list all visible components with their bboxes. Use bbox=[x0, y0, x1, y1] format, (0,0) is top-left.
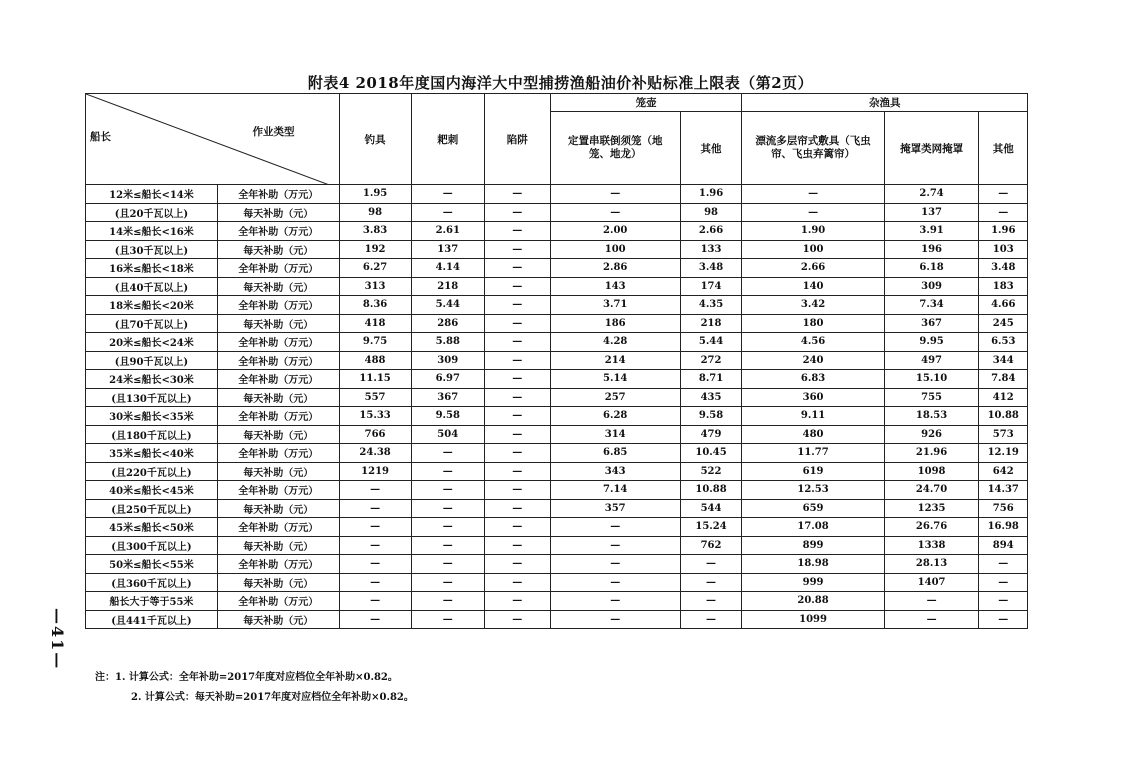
header-long-group: 笼壶 bbox=[550, 94, 742, 112]
table-cell: 7.14 bbox=[550, 481, 680, 500]
table-cell: 1.96 bbox=[979, 222, 1028, 241]
table-cell: 360 bbox=[742, 388, 884, 407]
header-work-type: 作业类型 bbox=[252, 126, 295, 138]
subsidy-type: 全年补助（万元） bbox=[217, 370, 339, 389]
table-cell: 3.83 bbox=[339, 222, 411, 241]
table-cell: 4.35 bbox=[680, 296, 742, 315]
table-cell: — bbox=[339, 610, 411, 629]
table-cell: — bbox=[979, 203, 1028, 222]
table-cell: — bbox=[742, 203, 884, 222]
table-cell: — bbox=[484, 351, 550, 370]
table-cell: 3.48 bbox=[680, 259, 742, 278]
table-cell: — bbox=[339, 573, 411, 592]
table-cell: 20.88 bbox=[742, 592, 884, 611]
subsidy-type: 全年补助（万元） bbox=[217, 185, 339, 204]
subsidy-type: 全年补助（万元） bbox=[217, 351, 339, 370]
table-cell: 2.86 bbox=[550, 259, 680, 278]
table-row bbox=[86, 425, 1028, 444]
table-row bbox=[86, 555, 1028, 574]
table-cell: — bbox=[550, 555, 680, 574]
table-row bbox=[86, 573, 1028, 592]
table-cell: 10.45 bbox=[680, 444, 742, 463]
table-cell: 4.28 bbox=[550, 333, 680, 352]
boat-length-range: 35米≤船长<40米 bbox=[86, 444, 218, 463]
table-row bbox=[86, 240, 1028, 259]
table-cell: — bbox=[339, 536, 411, 555]
subsidy-type: 全年补助（万元） bbox=[217, 444, 339, 463]
table-cell: 755 bbox=[884, 388, 979, 407]
table-cell: 1.96 bbox=[680, 185, 742, 204]
table-cell: 642 bbox=[979, 462, 1028, 481]
subsidy-type: 全年补助（万元） bbox=[217, 259, 339, 278]
boat-length-range: 45米≤船长<50米 bbox=[86, 518, 218, 537]
table-row bbox=[86, 592, 1028, 611]
subsidy-type: 全年补助（万元） bbox=[217, 481, 339, 500]
table-cell: 17.08 bbox=[742, 518, 884, 537]
table-cell: — bbox=[484, 592, 550, 611]
table-cell: 367 bbox=[411, 388, 484, 407]
table-cell: 1338 bbox=[884, 536, 979, 555]
table-cell: — bbox=[680, 573, 742, 592]
table-cell: 573 bbox=[979, 425, 1028, 444]
table-cell: — bbox=[411, 536, 484, 555]
note-2: 2. 计算公式：每天补助=2017年度对应档位全年补助×0.82。 bbox=[131, 692, 414, 703]
boat-length-range: 20米≤船长<24米 bbox=[86, 333, 218, 352]
table-cell: 1.95 bbox=[339, 185, 411, 204]
table-cell: 756 bbox=[979, 499, 1028, 518]
table-cell: — bbox=[484, 444, 550, 463]
header-xian: 陷阱 bbox=[484, 94, 550, 185]
header-zayu-sub1: 漂流多层帘式敷具（飞虫帘、飞虫弃篱帘） bbox=[742, 112, 884, 185]
subsidy-type: 每天补助（元） bbox=[217, 314, 339, 333]
table-cell: — bbox=[979, 573, 1028, 592]
table-cell: 14.37 bbox=[979, 481, 1028, 500]
table-cell: 309 bbox=[411, 351, 484, 370]
table-cell: 894 bbox=[979, 536, 1028, 555]
subsidy-type: 每天补助（元） bbox=[217, 203, 339, 222]
table-cell: 10.88 bbox=[680, 481, 742, 500]
subsidy-type: 全年补助（万元） bbox=[217, 518, 339, 537]
table-cell: 12.19 bbox=[979, 444, 1028, 463]
header-long-sub1: 定置串联倒须笼（地笼、地龙） bbox=[550, 112, 680, 185]
table-cell: — bbox=[979, 592, 1028, 611]
header-long-sub2: 其他 bbox=[680, 112, 742, 185]
table-cell: 174 bbox=[680, 277, 742, 296]
table-row bbox=[86, 444, 1028, 463]
table-cell: 3.42 bbox=[742, 296, 884, 315]
table-cell: 1407 bbox=[884, 573, 979, 592]
table-cell: — bbox=[339, 555, 411, 574]
table-cell: 522 bbox=[680, 462, 742, 481]
table-cell: 3.91 bbox=[884, 222, 979, 241]
table-row bbox=[86, 407, 1028, 426]
table-cell: — bbox=[884, 592, 979, 611]
table-cell: 192 bbox=[339, 240, 411, 259]
table-cell: 4.56 bbox=[742, 333, 884, 352]
table-title: 附表4 2018年度国内海洋大中型捕捞渔船油价补贴标准上限表（第2页） bbox=[307, 74, 814, 92]
table-cell: — bbox=[484, 388, 550, 407]
table-cell: — bbox=[411, 610, 484, 629]
table-cell: 183 bbox=[979, 277, 1028, 296]
table-cell: — bbox=[484, 185, 550, 204]
table-cell: — bbox=[339, 499, 411, 518]
table-cell: 218 bbox=[680, 314, 742, 333]
table-cell: — bbox=[411, 481, 484, 500]
table-cell: — bbox=[550, 573, 680, 592]
table-cell: 103 bbox=[979, 240, 1028, 259]
table-cell: — bbox=[550, 203, 680, 222]
table-cell: — bbox=[484, 333, 550, 352]
table-cell: — bbox=[680, 555, 742, 574]
table-cell: 344 bbox=[979, 351, 1028, 370]
table-row bbox=[86, 370, 1028, 389]
table-cell: 926 bbox=[884, 425, 979, 444]
table-row bbox=[86, 388, 1028, 407]
table-cell: — bbox=[411, 462, 484, 481]
subsidy-type: 每天补助（元） bbox=[217, 388, 339, 407]
subsidy-type: 每天补助（元） bbox=[217, 240, 339, 259]
table-cell: 5.88 bbox=[411, 333, 484, 352]
table-body bbox=[86, 185, 1028, 629]
table-cell: — bbox=[979, 185, 1028, 204]
table-cell: — bbox=[550, 610, 680, 629]
boat-power-range: (且20千瓦以上) bbox=[86, 203, 218, 222]
subsidy-type: 每天补助（元） bbox=[217, 573, 339, 592]
boat-power-range: (且70千瓦以上) bbox=[86, 314, 218, 333]
table-cell: 180 bbox=[742, 314, 884, 333]
boat-power-range: (且130千瓦以上) bbox=[86, 388, 218, 407]
table-row bbox=[86, 499, 1028, 518]
table-cell: — bbox=[979, 610, 1028, 629]
boat-power-range: (且180千瓦以上) bbox=[86, 425, 218, 444]
table-cell: — bbox=[411, 573, 484, 592]
table-cell: — bbox=[411, 555, 484, 574]
subsidy-type: 全年补助（万元） bbox=[217, 222, 339, 241]
table-cell: 257 bbox=[550, 388, 680, 407]
table-cell: — bbox=[550, 518, 680, 537]
table-cell: 504 bbox=[411, 425, 484, 444]
boat-length-range: 16米≤船长<18米 bbox=[86, 259, 218, 278]
header-corner bbox=[86, 94, 340, 185]
table-row bbox=[86, 610, 1028, 629]
table-cell: 240 bbox=[742, 351, 884, 370]
table-cell: 899 bbox=[742, 536, 884, 555]
boat-power-range: (且220千瓦以上) bbox=[86, 462, 218, 481]
subsidy-type: 全年补助（万元） bbox=[217, 555, 339, 574]
boat-length-range: 船长大于等于55米 bbox=[86, 592, 218, 611]
table-cell: — bbox=[884, 610, 979, 629]
boat-length-range: 14米≤船长<16米 bbox=[86, 222, 218, 241]
table-cell: — bbox=[484, 370, 550, 389]
table-cell: 412 bbox=[979, 388, 1028, 407]
table-cell: 16.98 bbox=[979, 518, 1028, 537]
table-cell: 196 bbox=[884, 240, 979, 259]
table-cell: 11.15 bbox=[339, 370, 411, 389]
table-cell: 544 bbox=[680, 499, 742, 518]
table-cell: 313 bbox=[339, 277, 411, 296]
boat-power-range: (且300千瓦以上) bbox=[86, 536, 218, 555]
boat-power-range: (且40千瓦以上) bbox=[86, 277, 218, 296]
table-row bbox=[86, 277, 1028, 296]
boat-power-range: (且30千瓦以上) bbox=[86, 240, 218, 259]
table-cell: — bbox=[411, 518, 484, 537]
boat-power-range: (且441千瓦以上) bbox=[86, 610, 218, 629]
table-cell: 497 bbox=[884, 351, 979, 370]
table-cell: 15.24 bbox=[680, 518, 742, 537]
table-row bbox=[86, 185, 1028, 204]
header-zayu-sub2: 掩罩类网掩罩 bbox=[884, 112, 979, 185]
table-cell: — bbox=[484, 296, 550, 315]
table-cell: — bbox=[680, 610, 742, 629]
table-cell: 4.66 bbox=[979, 296, 1028, 315]
table-row bbox=[86, 462, 1028, 481]
table-cell: 488 bbox=[339, 351, 411, 370]
table-row bbox=[86, 222, 1028, 241]
table-cell: 11.77 bbox=[742, 444, 884, 463]
table-row bbox=[86, 351, 1028, 370]
table-cell: — bbox=[411, 592, 484, 611]
subsidy-type: 全年补助（万元） bbox=[217, 333, 339, 352]
table-cell: — bbox=[484, 277, 550, 296]
table-cell: 6.28 bbox=[550, 407, 680, 426]
header-gou: 钓具 bbox=[339, 94, 411, 185]
table-cell: 1.90 bbox=[742, 222, 884, 241]
table-cell: 480 bbox=[742, 425, 884, 444]
table-cell: 3.71 bbox=[550, 296, 680, 315]
table-cell: 137 bbox=[411, 240, 484, 259]
table-cell: 1098 bbox=[884, 462, 979, 481]
table-cell: — bbox=[484, 536, 550, 555]
table-cell: — bbox=[484, 573, 550, 592]
table-cell: 2.61 bbox=[411, 222, 484, 241]
table-cell: 7.34 bbox=[884, 296, 979, 315]
table-cell: — bbox=[550, 536, 680, 555]
table-cell: 140 bbox=[742, 277, 884, 296]
boat-length-range: 18米≤船长<20米 bbox=[86, 296, 218, 315]
table-cell: 5.44 bbox=[411, 296, 484, 315]
diagonal-line bbox=[86, 94, 332, 185]
table-cell: — bbox=[484, 425, 550, 444]
table-row bbox=[86, 481, 1028, 500]
boat-length-range: 24米≤船长<30米 bbox=[86, 370, 218, 389]
table-cell: 28.13 bbox=[884, 555, 979, 574]
table-cell: 218 bbox=[411, 277, 484, 296]
table-row bbox=[86, 296, 1028, 315]
table-cell: 2.66 bbox=[742, 259, 884, 278]
subsidy-type: 每天补助（元） bbox=[217, 462, 339, 481]
table-cell: — bbox=[484, 518, 550, 537]
table-cell: 435 bbox=[680, 388, 742, 407]
table-cell: 24.38 bbox=[339, 444, 411, 463]
table-cell: — bbox=[411, 499, 484, 518]
table-cell: 762 bbox=[680, 536, 742, 555]
table-cell: — bbox=[411, 185, 484, 204]
subsidy-type: 全年补助（万元） bbox=[217, 296, 339, 315]
table-cell: 418 bbox=[339, 314, 411, 333]
table-cell: 5.44 bbox=[680, 333, 742, 352]
table-cell: — bbox=[411, 444, 484, 463]
table-cell: 8.71 bbox=[680, 370, 742, 389]
table-cell: 214 bbox=[550, 351, 680, 370]
table-cell: 2.74 bbox=[884, 185, 979, 204]
table-cell: — bbox=[484, 555, 550, 574]
table-cell: 137 bbox=[884, 203, 979, 222]
boat-length-range: 40米≤船长<45米 bbox=[86, 481, 218, 500]
table-cell: 1099 bbox=[742, 610, 884, 629]
table-cell: 9.75 bbox=[339, 333, 411, 352]
boat-power-range: (且90千瓦以上) bbox=[86, 351, 218, 370]
table-cell: — bbox=[484, 407, 550, 426]
table-cell: 1235 bbox=[884, 499, 979, 518]
subsidy-type: 每天补助（元） bbox=[217, 610, 339, 629]
table-cell: — bbox=[680, 592, 742, 611]
table-cell: 309 bbox=[884, 277, 979, 296]
table-cell: 10.88 bbox=[979, 407, 1028, 426]
table-cell: 15.33 bbox=[339, 407, 411, 426]
table-cell: 6.83 bbox=[742, 370, 884, 389]
subsidy-table bbox=[85, 93, 1028, 629]
page-number: —41— bbox=[48, 608, 67, 671]
table-cell: 100 bbox=[742, 240, 884, 259]
table-cell: 245 bbox=[979, 314, 1028, 333]
table-cell: 2.00 bbox=[550, 222, 680, 241]
table-cell: — bbox=[339, 518, 411, 537]
table-cell: — bbox=[339, 481, 411, 500]
table-cell: 286 bbox=[411, 314, 484, 333]
table-cell: 272 bbox=[680, 351, 742, 370]
table-cell: 186 bbox=[550, 314, 680, 333]
table-cell: 26.76 bbox=[884, 518, 979, 537]
table-cell: 557 bbox=[339, 388, 411, 407]
table-cell: 619 bbox=[742, 462, 884, 481]
table-cell: — bbox=[411, 203, 484, 222]
subsidy-type: 每天补助（元） bbox=[217, 425, 339, 444]
table-cell: 9.58 bbox=[411, 407, 484, 426]
table-cell: 9.11 bbox=[742, 407, 884, 426]
table-cell: 9.95 bbox=[884, 333, 979, 352]
note-1: 注：1. 计算公式：全年补助=2017年度对应档位全年补助×0.82。 bbox=[95, 672, 398, 683]
subsidy-type: 每天补助（元） bbox=[217, 536, 339, 555]
subsidy-type: 全年补助（万元） bbox=[217, 407, 339, 426]
subsidy-type: 每天补助（元） bbox=[217, 499, 339, 518]
table-row bbox=[86, 333, 1028, 352]
boat-length-range: 12米≤船长<14米 bbox=[86, 185, 218, 204]
boat-length-range: 30米≤船长<35米 bbox=[86, 407, 218, 426]
table-cell: 24.70 bbox=[884, 481, 979, 500]
table-cell: 9.58 bbox=[680, 407, 742, 426]
table-cell: 21.96 bbox=[884, 444, 979, 463]
table-cell: — bbox=[484, 499, 550, 518]
table-cell: 6.27 bbox=[339, 259, 411, 278]
boat-power-range: (且250千瓦以上) bbox=[86, 499, 218, 518]
table-cell: — bbox=[484, 481, 550, 500]
table-cell: 6.18 bbox=[884, 259, 979, 278]
table-cell: 98 bbox=[339, 203, 411, 222]
table-cell: 367 bbox=[884, 314, 979, 333]
table-cell: 6.85 bbox=[550, 444, 680, 463]
table-cell: — bbox=[742, 185, 884, 204]
table-cell: — bbox=[550, 592, 680, 611]
table-row bbox=[86, 259, 1028, 278]
table-cell: 18.98 bbox=[742, 555, 884, 574]
table-cell: 7.84 bbox=[979, 370, 1028, 389]
table-cell: 766 bbox=[339, 425, 411, 444]
table-cell: 133 bbox=[680, 240, 742, 259]
table-cell: 100 bbox=[550, 240, 680, 259]
table-cell: — bbox=[484, 610, 550, 629]
header-boat-length: 船长 bbox=[90, 131, 111, 143]
table-cell: 12.53 bbox=[742, 481, 884, 500]
table-cell: 18.53 bbox=[884, 407, 979, 426]
table-cell: — bbox=[484, 314, 550, 333]
table-cell: — bbox=[484, 222, 550, 241]
table-cell: — bbox=[339, 592, 411, 611]
table-cell: 98 bbox=[680, 203, 742, 222]
boat-power-range: (且360千瓦以上) bbox=[86, 573, 218, 592]
table-cell: 1219 bbox=[339, 462, 411, 481]
header-zayu-sub3: 其他 bbox=[979, 112, 1028, 185]
table-cell: 357 bbox=[550, 499, 680, 518]
table-row bbox=[86, 518, 1028, 537]
table-cell: 659 bbox=[742, 499, 884, 518]
table-row bbox=[86, 314, 1028, 333]
header-ba: 耙刺 bbox=[411, 94, 484, 185]
table-cell: 314 bbox=[550, 425, 680, 444]
table-cell: 15.10 bbox=[884, 370, 979, 389]
table-cell: — bbox=[484, 240, 550, 259]
table-cell: — bbox=[484, 462, 550, 481]
table-cell: 6.53 bbox=[979, 333, 1028, 352]
table-cell: 8.36 bbox=[339, 296, 411, 315]
table-cell: — bbox=[979, 555, 1028, 574]
boat-length-range: 50米≤船长<55米 bbox=[86, 555, 218, 574]
table-cell: 2.66 bbox=[680, 222, 742, 241]
table-cell: 5.14 bbox=[550, 370, 680, 389]
table-cell: 6.97 bbox=[411, 370, 484, 389]
table-cell: 999 bbox=[742, 573, 884, 592]
table-cell: — bbox=[484, 259, 550, 278]
subsidy-type: 全年补助（万元） bbox=[217, 592, 339, 611]
notes bbox=[95, 668, 414, 708]
table-cell: 479 bbox=[680, 425, 742, 444]
table-cell: — bbox=[550, 185, 680, 204]
table-cell: 3.48 bbox=[979, 259, 1028, 278]
table-cell: 343 bbox=[550, 462, 680, 481]
table-cell: 143 bbox=[550, 277, 680, 296]
table-cell: 4.14 bbox=[411, 259, 484, 278]
subsidy-type: 每天补助（元） bbox=[217, 277, 339, 296]
table-cell: — bbox=[484, 203, 550, 222]
header-zayu-group: 杂渔具 bbox=[742, 94, 1028, 112]
table-row bbox=[86, 203, 1028, 222]
table-row bbox=[86, 536, 1028, 555]
